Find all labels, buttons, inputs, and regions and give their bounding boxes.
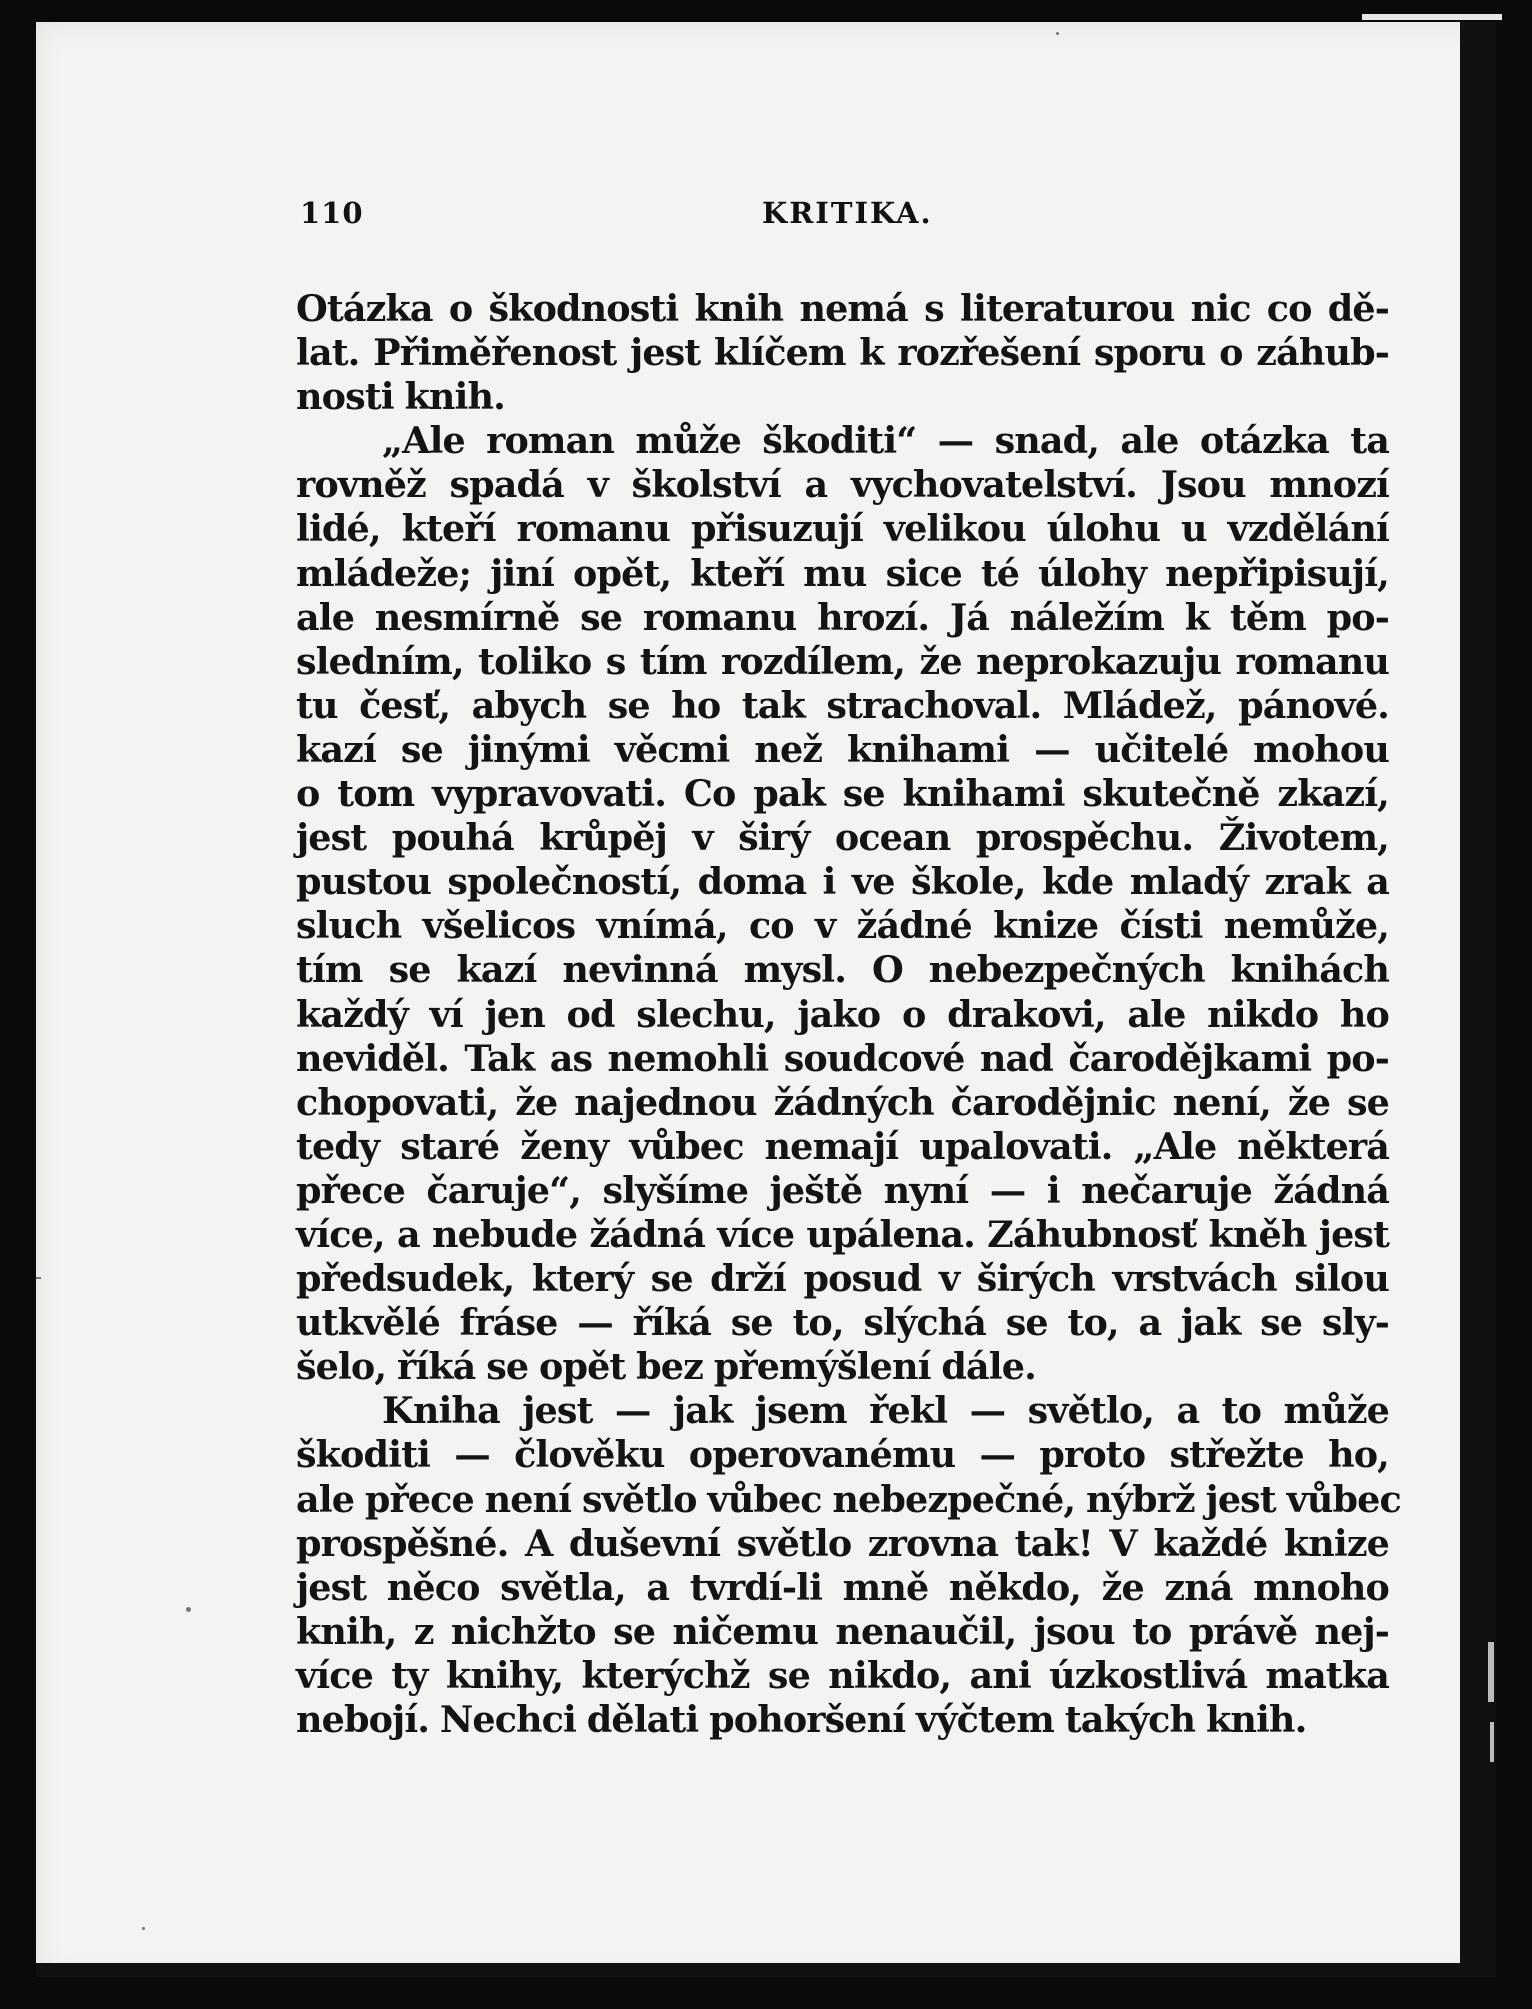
scan-speck <box>142 1927 145 1930</box>
text-line: více, a nebude žádná více upálena. Záhubnosť kněh jest <box>296 1212 1389 1256</box>
text-line: předsudek, který se drží posud v širých vrstvách silou <box>296 1257 1389 1301</box>
page-number: 110 <box>300 196 364 230</box>
text-line: chopovati, že najednou žádných čarodějnic není, že se <box>296 1080 1389 1124</box>
text-line: rovněž spadá v školství a vychovatelství. Jsou mnozí <box>296 463 1389 507</box>
scan-speck <box>1056 32 1059 35</box>
text-line: lat. Přiměřenost jest klíčem k rozřešení sporu o záhub- <box>296 331 1389 375</box>
text-line: neviděl. Tak as nemohli soudcové nad čarodějkami po- <box>296 1036 1389 1080</box>
scan-edge-mark <box>1362 14 1502 20</box>
text-line: více ty knihy, kterýchž se nikdo, ani úzkostlivá matka <box>296 1653 1389 1697</box>
text-line: škoditi — člověku operovanému — proto střežte ho, <box>296 1433 1389 1477</box>
binding-mark <box>1488 1642 1494 1702</box>
text-line: přece čaruje“, slyšíme ještě nyní — i nečaruje žádná <box>296 1168 1389 1212</box>
page-bottom-edge <box>36 1963 1496 1977</box>
text-line: prospěšné. A duševní světlo zrovna tak! V každé knize <box>296 1521 1389 1565</box>
running-head: KRITIKA. <box>762 196 933 230</box>
scan-speck <box>186 1607 191 1612</box>
text-line: pustou společností, doma i ve škole, kde mladý zrak a <box>296 860 1389 904</box>
text-line: Kniha jest — jak jsem řekl — světlo, a to může <box>382 1389 1389 1433</box>
text-line: Otázka o škodnosti knih nemá s literaturou nic co dě- <box>296 287 1389 330</box>
binding-mark <box>1490 1722 1494 1762</box>
text-line: tím se kazí nevinná mysl. O nebezpečných knihách <box>296 948 1389 992</box>
scan-speck <box>36 1277 41 1279</box>
text-line: o tom vypravovati. Co pak se knihami skutečně zkazí, <box>296 772 1389 816</box>
text-line: jest pouhá krůpěj v širý ocean prospěchu. Životem, <box>296 816 1389 860</box>
text-line: lidé, kteří romanu přisuzují velikou úlohu u vzdělání <box>296 507 1389 551</box>
text-line: ale nesmírně se romanu hrozí. Já náležím k těm po- <box>296 595 1389 639</box>
text-line: nebojí. Nechci dělati pohoršení výčtem takých knih. <box>296 1698 1307 1741</box>
body-text <box>296 287 1401 1742</box>
text-line: každý ví jen od slechu, jako o drakovi, ale nikdo ho <box>296 992 1389 1036</box>
text-line: kazí se jinými věcmi než knihami — učitelé mohou <box>296 727 1389 771</box>
text-line: jest něco světla, a tvrdí-li mně někdo, že zná mnoho <box>296 1565 1389 1609</box>
text-line: sluch všelicos vnímá, co v žádné knize čísti nemůže, <box>296 904 1389 948</box>
text-line: šelo, říká se opět bez přemýšlení dále. <box>296 1345 1036 1389</box>
text-line: mládeže; jiní opět, kteří mu sice té úlohy nepřipisují, <box>296 551 1389 595</box>
text-line: nosti knih. <box>296 375 505 419</box>
text-line: tu česť, abych se ho tak strachoval. Mládež, pánové. <box>296 683 1389 727</box>
text-line: knih, z nichžto se ničemu nenaučil, jsou to právě nej- <box>296 1609 1389 1653</box>
text-line: utkvělé fráse — říká se to, slýchá se to, a jak se sly- <box>296 1301 1389 1345</box>
text-line: ale přece není světlo vůbec nebezpečné, nýbrž jest vůbec <box>296 1477 1401 1521</box>
text-line: „Ale roman může škoditi“ — snad, ale otázka ta <box>382 419 1389 463</box>
page-header <box>300 196 1250 236</box>
text-line: tedy staré ženy vůbec nemají upalovati. „Ale některá <box>296 1124 1389 1168</box>
text-line: sledním, toliko s tím rozdílem, že neprokazuju romanu <box>296 639 1389 683</box>
